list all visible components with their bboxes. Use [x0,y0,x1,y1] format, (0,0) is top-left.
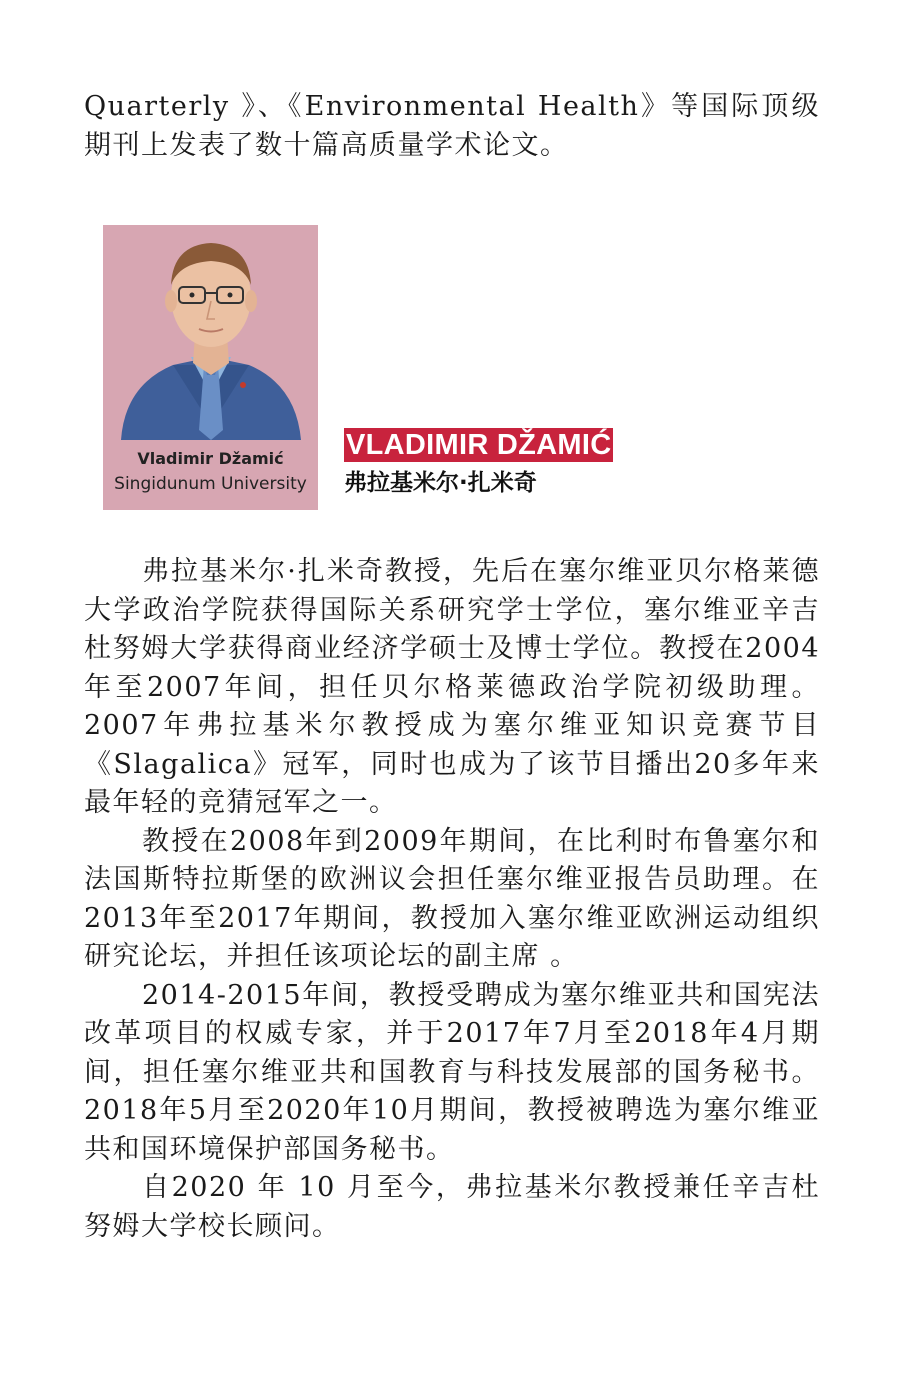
card-affiliation-label: Singidunum University [114,474,307,494]
card-name-label: Vladimir Džamić [137,449,284,468]
portrait-photo [103,225,318,455]
name-heading-chinese: 弗拉基米尔·扎米奇 [344,470,537,496]
bio-paragraph-government-roles: 2014-2015年间，教授受聘成为塞尔维亚共和国宪法改革项目的权威专家，并于2017年7月至2018年4月期间，担任塞尔维亚共和国教育与科技发展部的国务秘书。2018年5月至2020年10月期间，教授被聘选为塞尔维亚共和国环境保护部国务秘书。 [84,979,820,1165]
intro-paragraph: Quarterly 》、《Environmental Health》等国际顶级期刊上发表了数十篇高质量学术论文。 [84,91,820,161]
bio-paragraph-current-role: 自2020 年 10 月至今，弗拉基米尔教授兼任辛吉杜努姆大学校长顾问。 [84,1172,820,1242]
profile-card [103,225,318,510]
bio-paragraph-european-parliament: 教授在2008年到2009年期间，在比利时布鲁塞尔和法国斯特拉斯堡的欧洲议会担任塞尔维亚报告员助理。在2013年至2017年期间，教授加入塞尔维亚欧洲运动组织研究论坛，并担任该项论坛的副主席 。 [84,825,820,972]
biography-text-block [84,553,820,1246]
bio-paragraph-education: 弗拉基米尔·扎米奇教授，先后在塞尔维亚贝尔格莱德大学政治学院获得国际关系研究学士学位，塞尔维亚辛吉杜努姆大学获得商业经济学硕士及博士学位。教授在2004年至2007年间，担任贝尔格莱德政治学院初级助理。2007年弗拉基米尔教授成为塞尔维亚知识竞赛节目《Slagalica》冠军，同时也成为了该节目播出20多年来最年轻的竞猜冠军之一。 [84,556,820,818]
name-heading-latin: VLADIMIR DŽAMIĆ [346,429,612,461]
intro-text-block [84,88,820,165]
